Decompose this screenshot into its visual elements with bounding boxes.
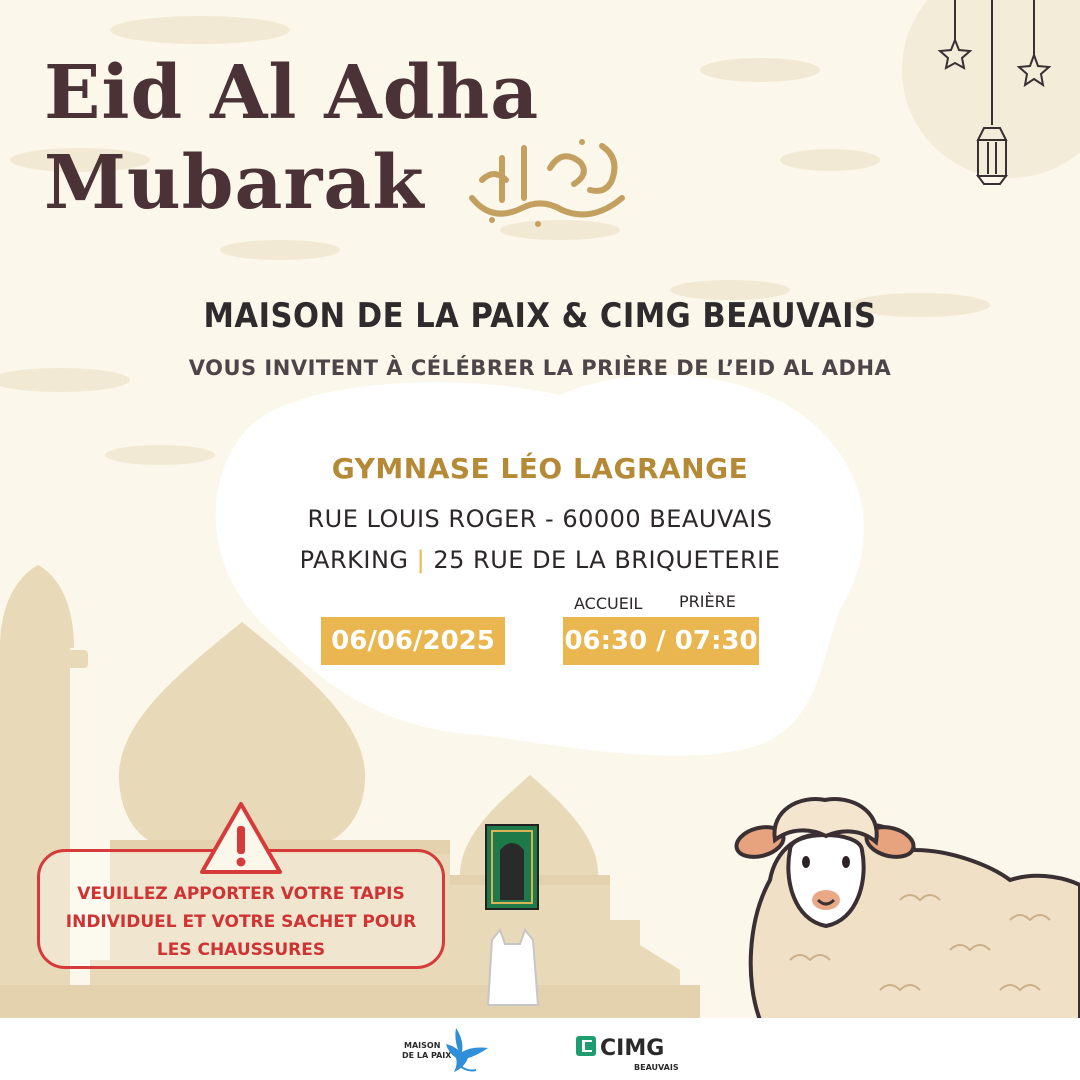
accueil-label: ACCUEIL: [574, 594, 643, 613]
cimg-name: CIMG: [600, 1036, 665, 1061]
cimg-beauvais-logo: [576, 1030, 696, 1074]
title-line-1: Eid Al Adha: [44, 50, 540, 136]
parking-address: 25 RUE DE LA BRIQUETERIE: [433, 546, 781, 574]
warning-icon: [198, 800, 284, 876]
time-badge: 06:30 / 07:30: [563, 617, 759, 665]
notice-line-3: LES CHAUSSURES: [156, 940, 326, 960]
sheep-icon: [733, 799, 1080, 1020]
priere-label: PRIÈRE: [679, 592, 736, 611]
footer: [0, 1018, 1080, 1080]
cimg-city: BEAUVAIS: [634, 1063, 679, 1072]
prayer-rug-icon: [486, 825, 538, 909]
arabic-calligraphy-icon: [462, 128, 638, 228]
parking-label: PARKING: [299, 546, 409, 574]
mdp-line-2: DE LA PAIX: [402, 1051, 452, 1060]
notice-text: [40, 880, 442, 964]
parking-info: [0, 546, 1080, 574]
dove-icon: [446, 1028, 488, 1072]
maison-de-la-paix-logo: [398, 1022, 498, 1078]
organizers-heading: MAISON DE LA PAIX & CIMG BEAUVAIS: [203, 296, 877, 336]
title-line-2: Mubarak: [44, 140, 425, 226]
invitation-text: VOUS INVITENT À CÉLÉBRER LA PRIÈRE DE L’EID AL ADHA: [188, 356, 892, 380]
notice-line-1: VEUILLEZ APPORTER VOTRE TAPIS: [77, 884, 405, 904]
venue-address: RUE LOUIS ROGER - 60000 BEAUVAIS: [307, 505, 773, 533]
mdp-line-1: MAISON: [404, 1041, 441, 1050]
notice-line-2: INDIVIDUEL ET VOTRE SACHET POUR: [65, 912, 417, 932]
parking-separator: |: [416, 546, 426, 574]
date-badge: 06/06/2025: [321, 617, 505, 665]
venue-name: GYMNASE LÉO LAGRANGE: [331, 452, 749, 485]
